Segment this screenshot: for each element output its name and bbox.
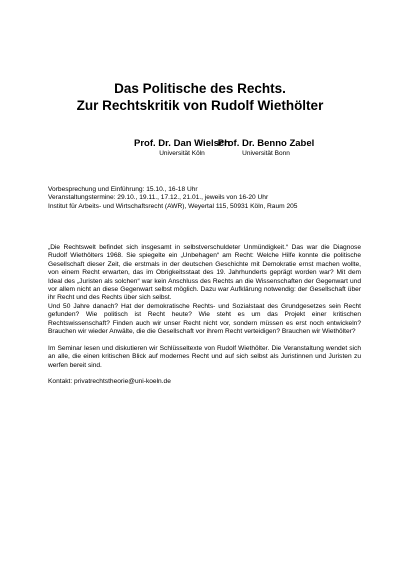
intro-session-line: Vorbesprechung und Einführung: 15.10., 16-18 Uhr: [48, 186, 198, 193]
speaker-zabel: [206, 138, 326, 158]
speaker-university: Universität Bonn: [242, 150, 290, 157]
session-dates-line: Veranstaltungstermine: 29.10., 19.11., 17.12., 21.01., jeweils von 16-20 Uhr: [48, 194, 269, 202]
speaker-university: Universität Köln: [159, 150, 205, 157]
speaker-name: Prof. Dr. Benno Zabel: [217, 138, 315, 149]
contact-line: Kontakt: privatrechtstheorie@uni-koeln.de: [48, 378, 171, 386]
event-info: [48, 186, 368, 211]
title-line-2: Zur Rechtskritik von Rudolf Wiethölter: [76, 98, 324, 113]
paragraph-2: Und 50 Jahre danach? Hat der demokratische Rechts- und Sozialstaat des Grundgesetzes sein Recht gefunden? Wie politisch ist Recht heute? Wie steht es um das Projekt einer kritischen Rechtswissenschaft? Finden auch wir unser Recht nicht vor, sondern müssen es erst noch entwickeln? Brauchen wir wieder Anwälte, die die Gesellschaft vor ihrem Recht verteidigen? Brauchen wir Wiethölter?: [48, 302, 361, 336]
paragraph-3: Im Seminar lesen und diskutieren wir Schlüsseltexte von Rudolf Wiethölter. Die Veranstaltung wendet sich an alle, die einen kritischen Blick auf modernes Recht und auf sich selbst als Juristinnen und Juristen zu werfen bereit sind.: [48, 344, 361, 369]
speaker-name: Prof. Dr. Dan Wielsch: [134, 138, 230, 149]
title-line-1: Das Politische des Rechts.: [114, 81, 286, 96]
location-line: Institut für Arbeits- und Wirtschaftsrecht (AWR), Weyertal 115, 50931 Köln, Raum 205: [48, 202, 298, 210]
document-title: [0, 80, 400, 114]
body-text: [48, 244, 361, 395]
paragraph-1: „Die Rechtswelt befindet sich insgesamt in selbstverschuldeter Unmündigkeit.“ Das war die Diagnose Rudolf Wiethölters 1968. Sie spiegelte ein „Unbehagen“ am Recht: Welche Hilfe konnte die politische Gesellschaft dieser Zeit, die erstmals in der deutschen Geschichte mit Demokratie ernst machen wollte, von einem Recht erwarten, das im Obrigkeitsstaat des 19. Jahrhunderts geprägt worden war? Mit dem Ideal des „Juristen als solchen“ war kein Anschluss des Rechts an die Wissenschaften der Gegenwart und vor allem nicht an diese Gegenwart selbst möglich. Dazu war Aufklärung notwendig: der Gesellschaft über ihr Recht und des Rechts über sich selbst.: [48, 244, 361, 302]
